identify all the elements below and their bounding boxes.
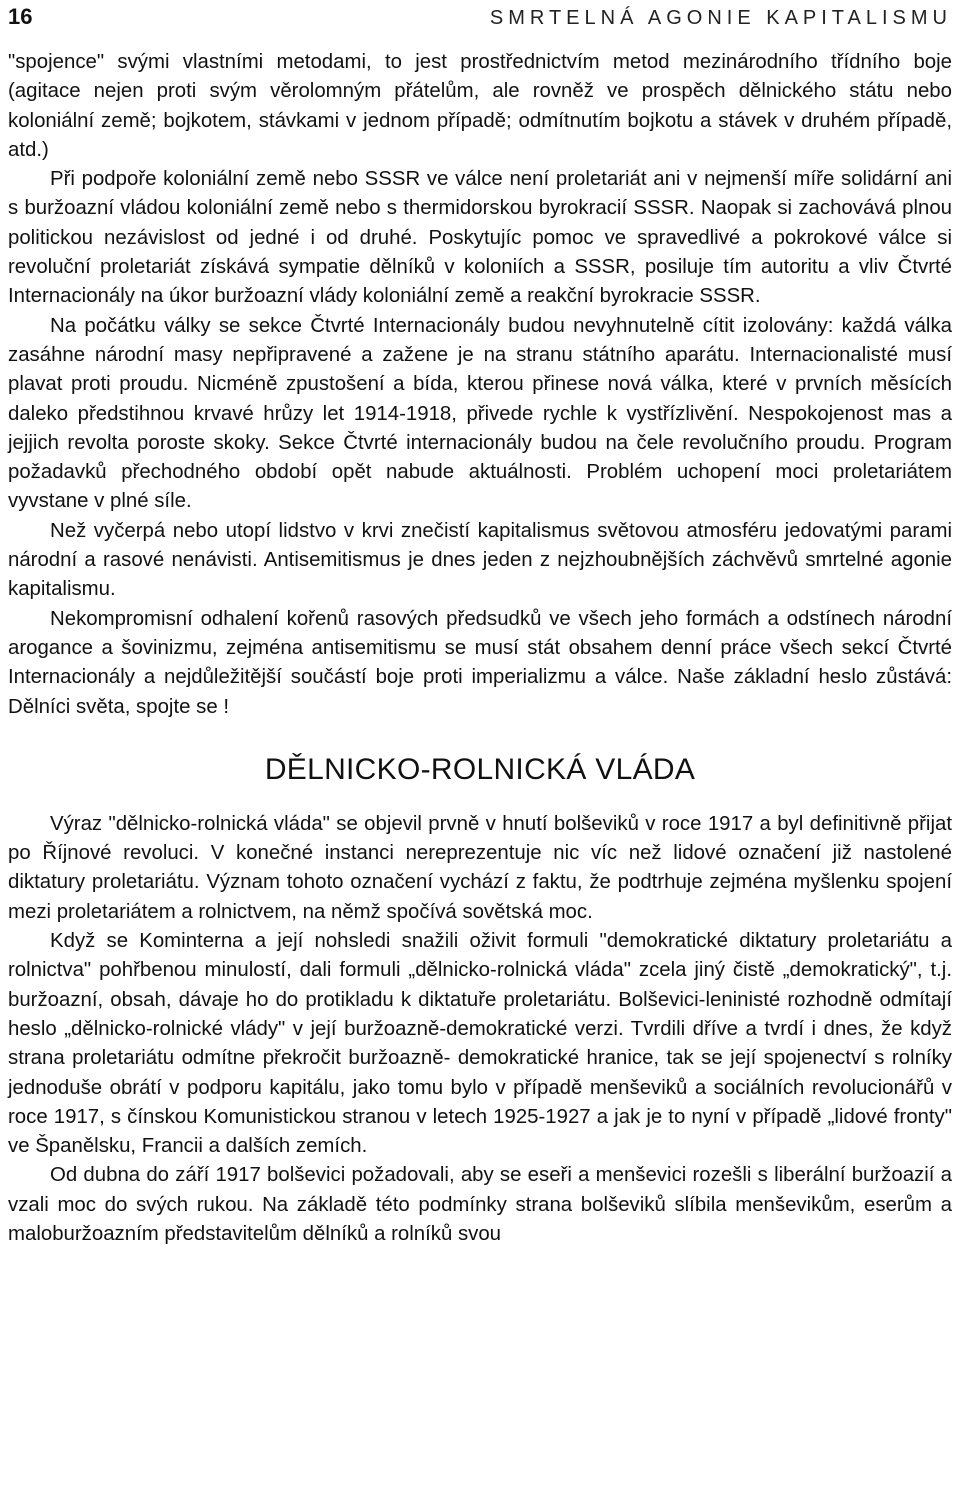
paragraph: Nekompromisní odhalení kořenů rasových předsudků ve všech jeho formách a odstínech národní arogance a šovinizmu, zejména antisemitismu se musí stát obsahem denní práce všech sekcí Čtvrté Internacionály a nejdůležitější součástí boje proti imperializmu a válce. Naše základní heslo zůstává: Dělníci světa, spojte se ! (8, 607, 952, 718)
paragraph: Výraz "dělnicko-rolnická vláda" se objevil prvně v hnutí bolševiků v roce 1917 a byl definitivně přijat po Říjnové revoluci. V konečné instanci nereprezentuje nic víc než lidové označení již nastolené diktatury proletariátu. Význam tohoto označení vychází z faktu, že podtrhuje zejména myšlenku spojení mezi proletariátem a rolnictvem, na němž spočívá sovětská moc. (8, 812, 952, 923)
page-number: 16 (8, 4, 33, 29)
section-heading: DĚLNICKO-ROLNICKÁ VLÁDA (264, 752, 696, 786)
page-header (8, 0, 952, 48)
paragraph: Od dubna do září 1917 bolševici požadovali, aby se eseři a menševici rozešli s liberální buržoazií a vzali moc do svých rukou. Na základě této podmínky strana bolševiků slíbila menševikům, eserům a maloburžoazním představitelům dělníků a rolníků svou (8, 1164, 952, 1245)
running-title: SMRTELNÁ AGONIE KAPITALISMU (489, 7, 952, 29)
paragraph: "spojence" svými vlastními metodami, to jest prostřednictvím metod mezinárodního třídního boje (agitace nejen proti svým věrolomným přátelům, ale rovněž ve prospěch dělnického státu nebo koloniální země; bojkotem, stávkami v jednom případě; odmítnutím bojkotu a stávek v druhém případě, atd.) (8, 51, 952, 161)
paragraph: Než vyčerpá nebo utopí lidstvo v krvi znečistí kapitalismus světovou atmosféru jedovatými parami národní a rasové nenávisti. Antisemitismus je dnes jeden z nejzhoubnějších záchvěvů smrtelné agonie kapitalismu. (8, 519, 952, 601)
paragraph: Když se Kominterna a její nohsledi snažili oživit formuli "demokratické diktatury proletariátu a rolnictva" pohřbenou minulostí, dali formuli „dělnicko-rolnická vláda" zcela jiný čistě „demokratický", t.j. buržoazní, obsah, dávaje ho do protikladu k diktatuře proletariátu. Bolševici-leninisté rozhodně odmítají heslo „dělnicko-rolnické vlády" v její buržoazně-demokratické verzi. Tvrdili dříve a tvrdí i dnes, že když strana proletariátu odmítne překročit buržoazně- demokratické hranice, tak se její spojenectví s rolníky jednoduše obrátí v podporu kapitálu, jako tomu bylo v případě menševiků a sociálních revolucionářů v roce 1917, s čínskou Komunistickou stranou v letech 1925-1927 a jak je to nyní v případě „lidové fronty" ve Španělsku, Francii a dalších zemích. (8, 930, 952, 1158)
paragraph: Při podpoře koloniální země nebo SSSR ve válce není proletariát ani v nejmenší míře solidární ani s buržoazní vládou koloniální země nebo s thermidorskou byrokracií SSSR. Naopak si zachovává plnou politickou nezávislost od jedné i od druhé. Poskytujíc pomoc ve spravedlivé a pokrokové válce si revoluční proletariát získává sympatie dělníků v koloniích a SSSR, posiluje tím autoritu a vliv Čtvrté Internacionály na úkor buržoazní vlády koloniální země a reakční byrokracie SSSR. (8, 168, 952, 308)
body-text (8, 48, 952, 1249)
paragraph: Na počátku války se sekce Čtvrté Internacionály budou nevyhnutelně cítit izolovány: každá válka zasáhne národní masy nepřipravené a zažene je na stranu státního aparátu. Internacionalisté musí plavat proti proudu. Nicméně zpustošení a bída, kterou přinese nová válka, které v prvních měsících daleko předstihnou krvavé hrůzy let 1914-1918, přivede rychle k vystřízlivění. Nespokojenost mas a jejjich revolta poroste skoky. Sekce Čtvrté internacionály budou na čele revolučního proudu. Program požadavků přechodného období opět nabude aktuálnosti. Problém uchopení moci proletariátem vyvstane v plné síle. (8, 314, 952, 513)
